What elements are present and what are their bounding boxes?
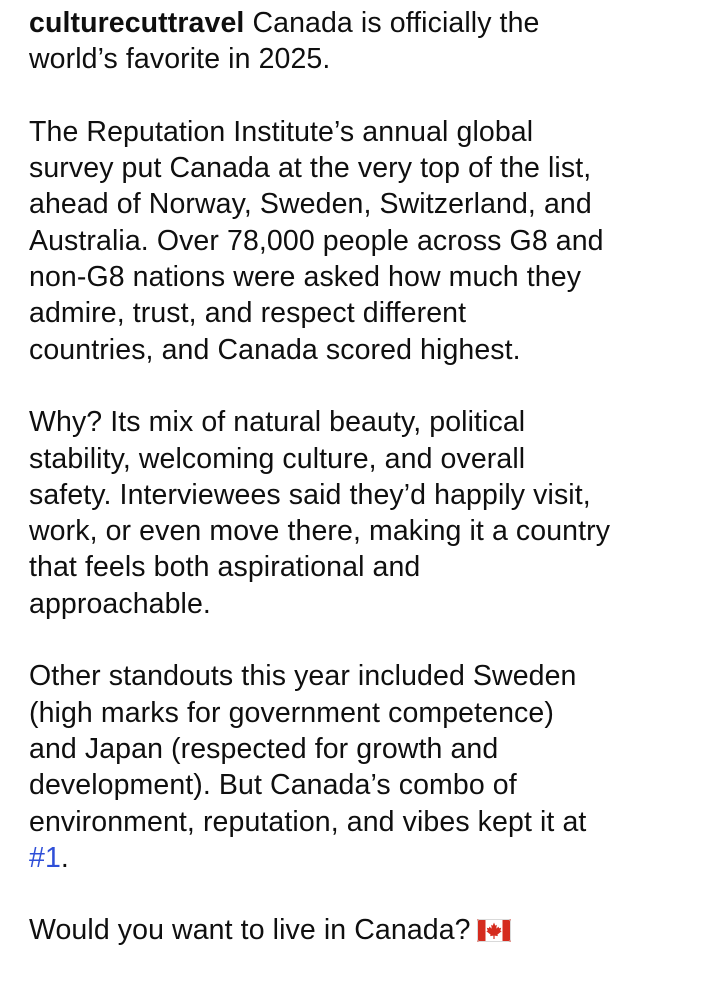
caption-line: work, or even move there, making it a country <box>29 515 611 548</box>
caption-line: (high marks for government competence) <box>29 696 554 729</box>
caption-line: stability, welcoming culture, and overall <box>29 442 526 475</box>
caption-line: approachable. <box>29 587 211 620</box>
caption-line: world’s favorite in 2025. <box>29 43 331 76</box>
caption-line: non-G8 nations were asked how much they <box>29 261 582 294</box>
caption-line <box>29 912 709 951</box>
caption-paragraph-question <box>29 912 709 951</box>
caption-line: and Japan (respected for growth and <box>29 732 499 765</box>
caption-line: Other standouts this year included Sweden <box>29 660 577 693</box>
caption-line: survey put Canada at the very top of the list, <box>29 152 592 185</box>
caption-line <box>29 5 709 41</box>
caption-line: development). But Canada’s combo of <box>29 769 517 802</box>
caption-line: admire, trust, and respect different <box>29 297 467 330</box>
caption-line: Why? Its mix of natural beauty, political <box>29 406 526 439</box>
caption-line: The Reputation Institute’s annual global <box>29 115 534 148</box>
caption-question: Would you want to live in Canada? <box>29 914 471 947</box>
caption-line: safety. Interviewees said they’d happily visit, <box>29 478 591 511</box>
caption-text: Canada is officially the <box>244 7 540 39</box>
caption-line: Australia. Over 78,000 people across G8 and <box>29 224 604 257</box>
caption-line: that feels both aspirational and <box>29 551 421 584</box>
caption-line: countries, and Canada scored highest. <box>29 333 521 366</box>
caption-line: ahead of Norway, Sweden, Switzerland, and <box>29 188 592 221</box>
username-link[interactable]: culturecuttravel <box>29 7 245 39</box>
post-caption <box>29 5 709 988</box>
hashtag-link[interactable]: #1 <box>29 841 61 874</box>
caption-line: environment, reputation, and vibes kept it at <box>29 805 587 838</box>
caption-paragraph-why <box>29 404 709 622</box>
canada-flag-icon <box>477 915 511 951</box>
caption-paragraph-intro <box>29 5 709 78</box>
caption-paragraph-survey <box>29 114 709 368</box>
caption-text: . <box>60 841 69 874</box>
caption-paragraph-standouts <box>29 658 709 876</box>
caption-line <box>29 840 709 876</box>
